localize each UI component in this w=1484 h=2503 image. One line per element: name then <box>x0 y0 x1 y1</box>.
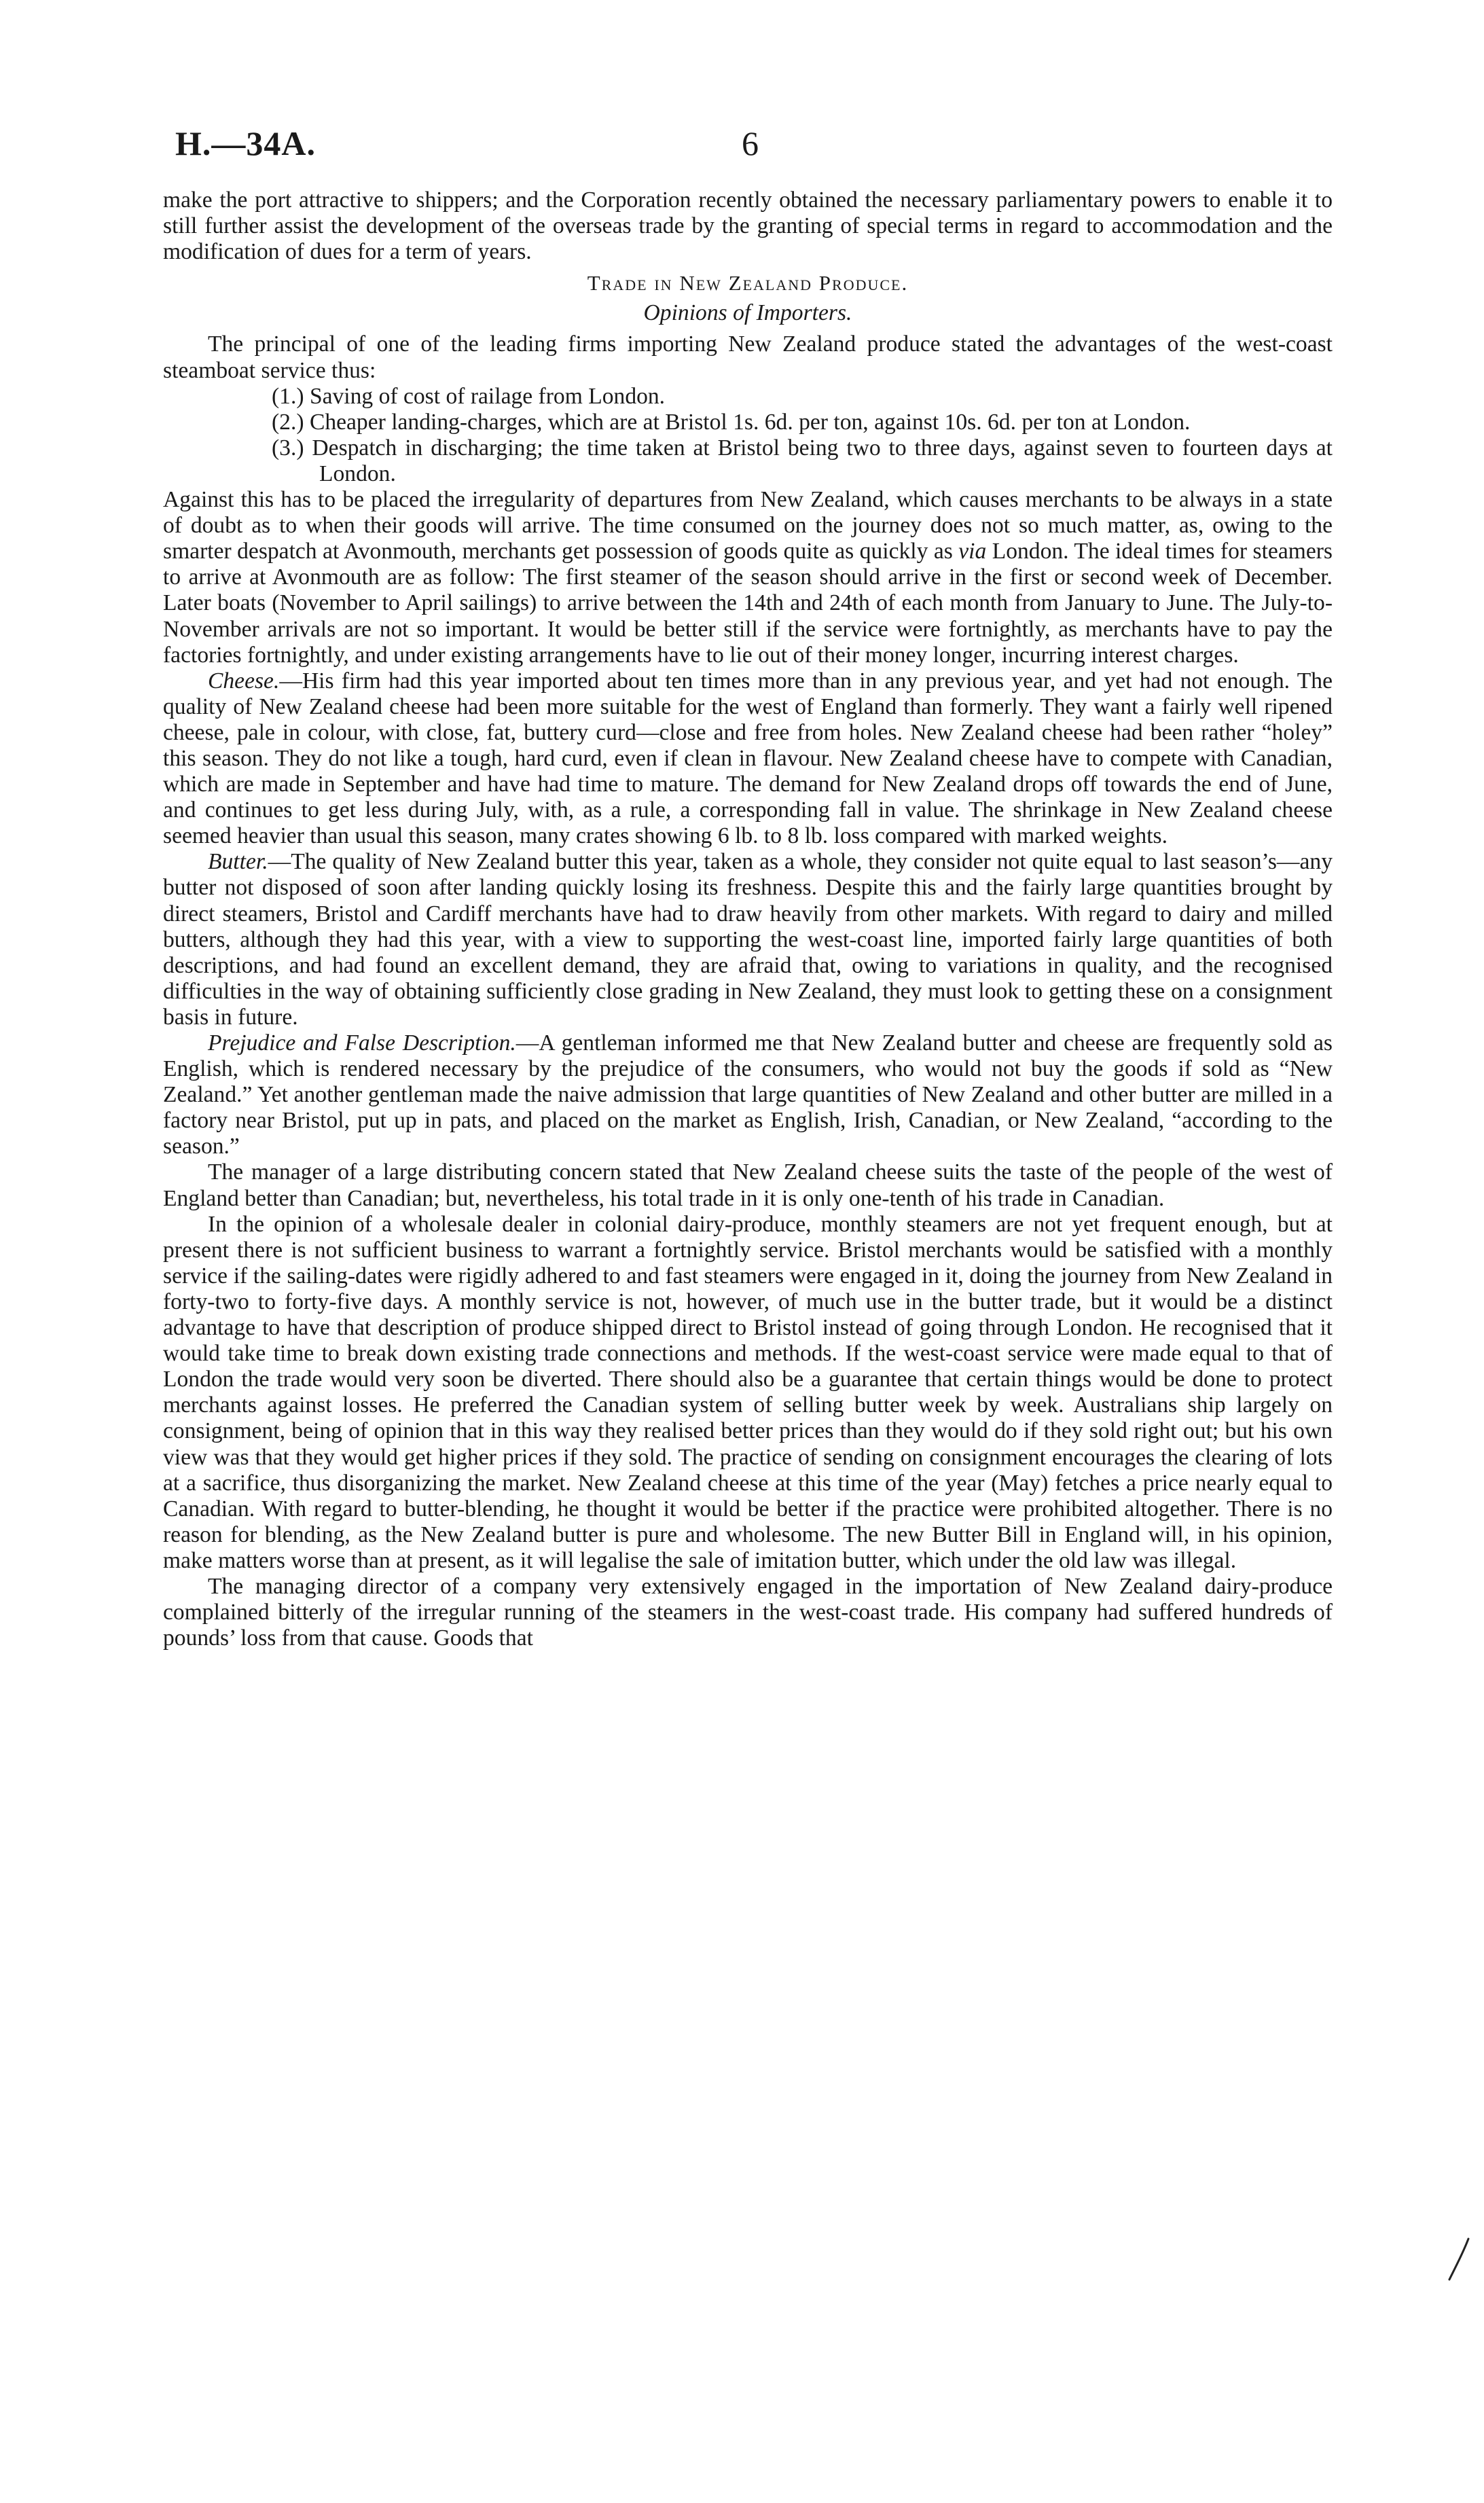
pen-stroke-mark <box>1445 2236 1472 2284</box>
paragraph-irregularity <box>163 487 1333 668</box>
prejudice-side-heading: Prejudice and False Description. <box>208 1030 516 1056</box>
list-item: (2.) Cheaper landing-charges, which are at Bristol 1s. 6d. per ton, against 10s. 6d. per ton at London. <box>272 409 1191 435</box>
paragraph-butter <box>163 849 1333 1030</box>
section-subheading: Opinions of Importers. <box>643 300 852 326</box>
folio-code: H.—34A. <box>175 124 316 162</box>
via-italic: via <box>958 539 987 564</box>
prejudice-text: —A gentleman informed me that New Zealand butter and cheese are frequently sold as English, which is rendered necessary by the prejudice of the consumers, who would not buy the goods if sold as “New Zealand.” Yet another gentleman made the naive admission that large quantities of New Zealand and other butter are milled in a factory near Bristol, put up in pats, and placed on the market as English, Irish, Canadian, or New Zealand, “according to the season.” <box>163 1030 1333 1159</box>
paragraph-wholesale-dealer: In the opinion of a wholesale dealer in colonial dairy-produce, monthly steamers are not yet frequent enough, but at present there is not sufficient business to warrant a fortnightly service. Bristol merchants would be satisfied with a monthly service if the sailing-dates were rigidly adhered to and fast steamers were engaged in it, doing the journey from New Zealand in forty-two to forty-five days. A monthly service is not, however, of much use in the butter trade, but it would be a distinct advantage to have that description of produce shipped direct to Bristol instead of going through London. He recognised that it would take time to break down existing trade connections and methods. If the west-coast service were made equal to that of London the trade would very soon be diverted. There should also be a guarantee that certain things would be done to protect merchants against losses. He preferred the Canadian system of selling butter week by week. Australians ship largely on consignment, being of opinion that in this way they realised better prices than they would do if they sold right out; but his own view was that they would get higher prices if they sold. The practice of sending on consignment encourages the clearing of lots at a sacrifice, thus disorganizing the market. New Zealand cheese at this time of the year (May) fetches a price nearly equal to Canadian. With regard to butter-blending, he thought it would be better if the practice were prohibited altogether. There is no reason for blending, as the New Zealand butter is pure and wholesome. The new Butter Bill in England will, in his opinion, make matters worse than at present, as it will legalise the sale of imitation butter, which under the old law was illegal. <box>163 1211 1333 1573</box>
butter-text: —The quality of New Zealand butter this year, taken as a whole, they consider not quite equal to last season’s—any butter not disposed of soon after landing quickly losing its freshness. Despite this and the fairly large quantities brought by direct steamers, Bristol and Cardiff merchants have had to draw heavily from other markets. With regard to dairy and milled butters, although they had this year, with a view to supporting the west-coast line, imported fairly large quantities of both descriptions, and had found an excellent demand, they are afraid that, owing to variations in quality, and the recognised difficulties in the way of obtaining sufficiently close grading in New Zealand, they must look to getting these on a consignment basis in future. <box>163 849 1333 1030</box>
cheese-text: —His firm had this year imported about ten times more than in any previous year, and yet had not enough. The quality of New Zealand cheese had been more suitable for the west of England than formerly. They want a fairly well ripened cheese, pale in colour, with close, fat, buttery curd—close and free from holes. New Zealand cheese had been rather “holey” this season. They do not like a tough, hard curd, even if clean in flavour. New Zealand cheese have to compete with Canadian, which are made in September and have had time to mature. The demand for New Zealand drops off towards the end of June, and continues to get less during July, with, as a rule, a corresponding fall in value. The shrinkage in New Zealand cheese seemed heavier than usual this season, many crates showing 6 lb. to 8 lb. loss compared with marked weights. <box>163 668 1333 849</box>
page-number: 6 <box>742 124 759 162</box>
list-item: (1.) Saving of cost of railage from London. <box>272 383 666 409</box>
document-body <box>163 187 1333 1651</box>
paragraph-cheese <box>163 668 1333 850</box>
cheese-side-heading: Cheese. <box>208 668 280 694</box>
page-header <box>175 124 1337 171</box>
paragraph-manager: The manager of a large distributing concern stated that New Zealand cheese suits the taste of the people of the west of England better than Canadian; but, nevertheless, his total trade in it is only one-tenth of his trade in Canadian. <box>163 1159 1333 1211</box>
paragraph-prejudice <box>163 1030 1333 1159</box>
section-heading: Trade in New Zealand Produce. <box>587 271 909 295</box>
paragraph-irregularity-part-1: Against this has to be placed the irregularity of departures from New Zealand, which causes merchants to be always in a state of doubt as to when their goods will arrive. The time consumed on the journey does not so much matter, as, owing to the smarter despatch at Avonmouth, merchants get possession of goods quite as quickly as <box>163 487 1333 564</box>
paragraph-port-attractive: make the port attractive to shippers; and the Corporation recently obtained the necessary parliamentary powers to enable it to still further assist the development of the overseas trade by the granting of special terms in regard to accommodation and the modification of dues for a term of years. <box>163 187 1333 265</box>
butter-side-heading: Butter. <box>208 849 268 875</box>
paragraph-advantages: The principal of one of the leading firms importing New Zealand produce stated the advantages of the west-coast steamboat service thus: <box>163 331 1333 383</box>
paragraph-managing-director: The managing director of a company very extensively engaged in the importation of New Zealand dairy-produce complained bitterly of the irregular running of the steamers in the west-coast trade. His company had suffered hundreds of pounds’ loss from that cause. Goods that <box>163 1573 1333 1651</box>
paragraph-irregularity-part-2: London. The ideal times for steamers to arrive at Avonmouth are as follow: The first steamer of the season should arrive in the first or second week of December. Later boats (November to April sailings) to arrive between the 14th and 24th of each month from January to June. The July-to-November arrivals are not so important. It would be better still if the service were fortnightly, as merchants have to pay the factories fortnightly, and under existing arrangements have to lie out of their money longer, incurring interest charges. <box>163 539 1333 668</box>
list-item: (3.) Despatch in discharging; the time taken at Bristol being two to three days, against seven to fourteen days at London. <box>272 435 1333 486</box>
